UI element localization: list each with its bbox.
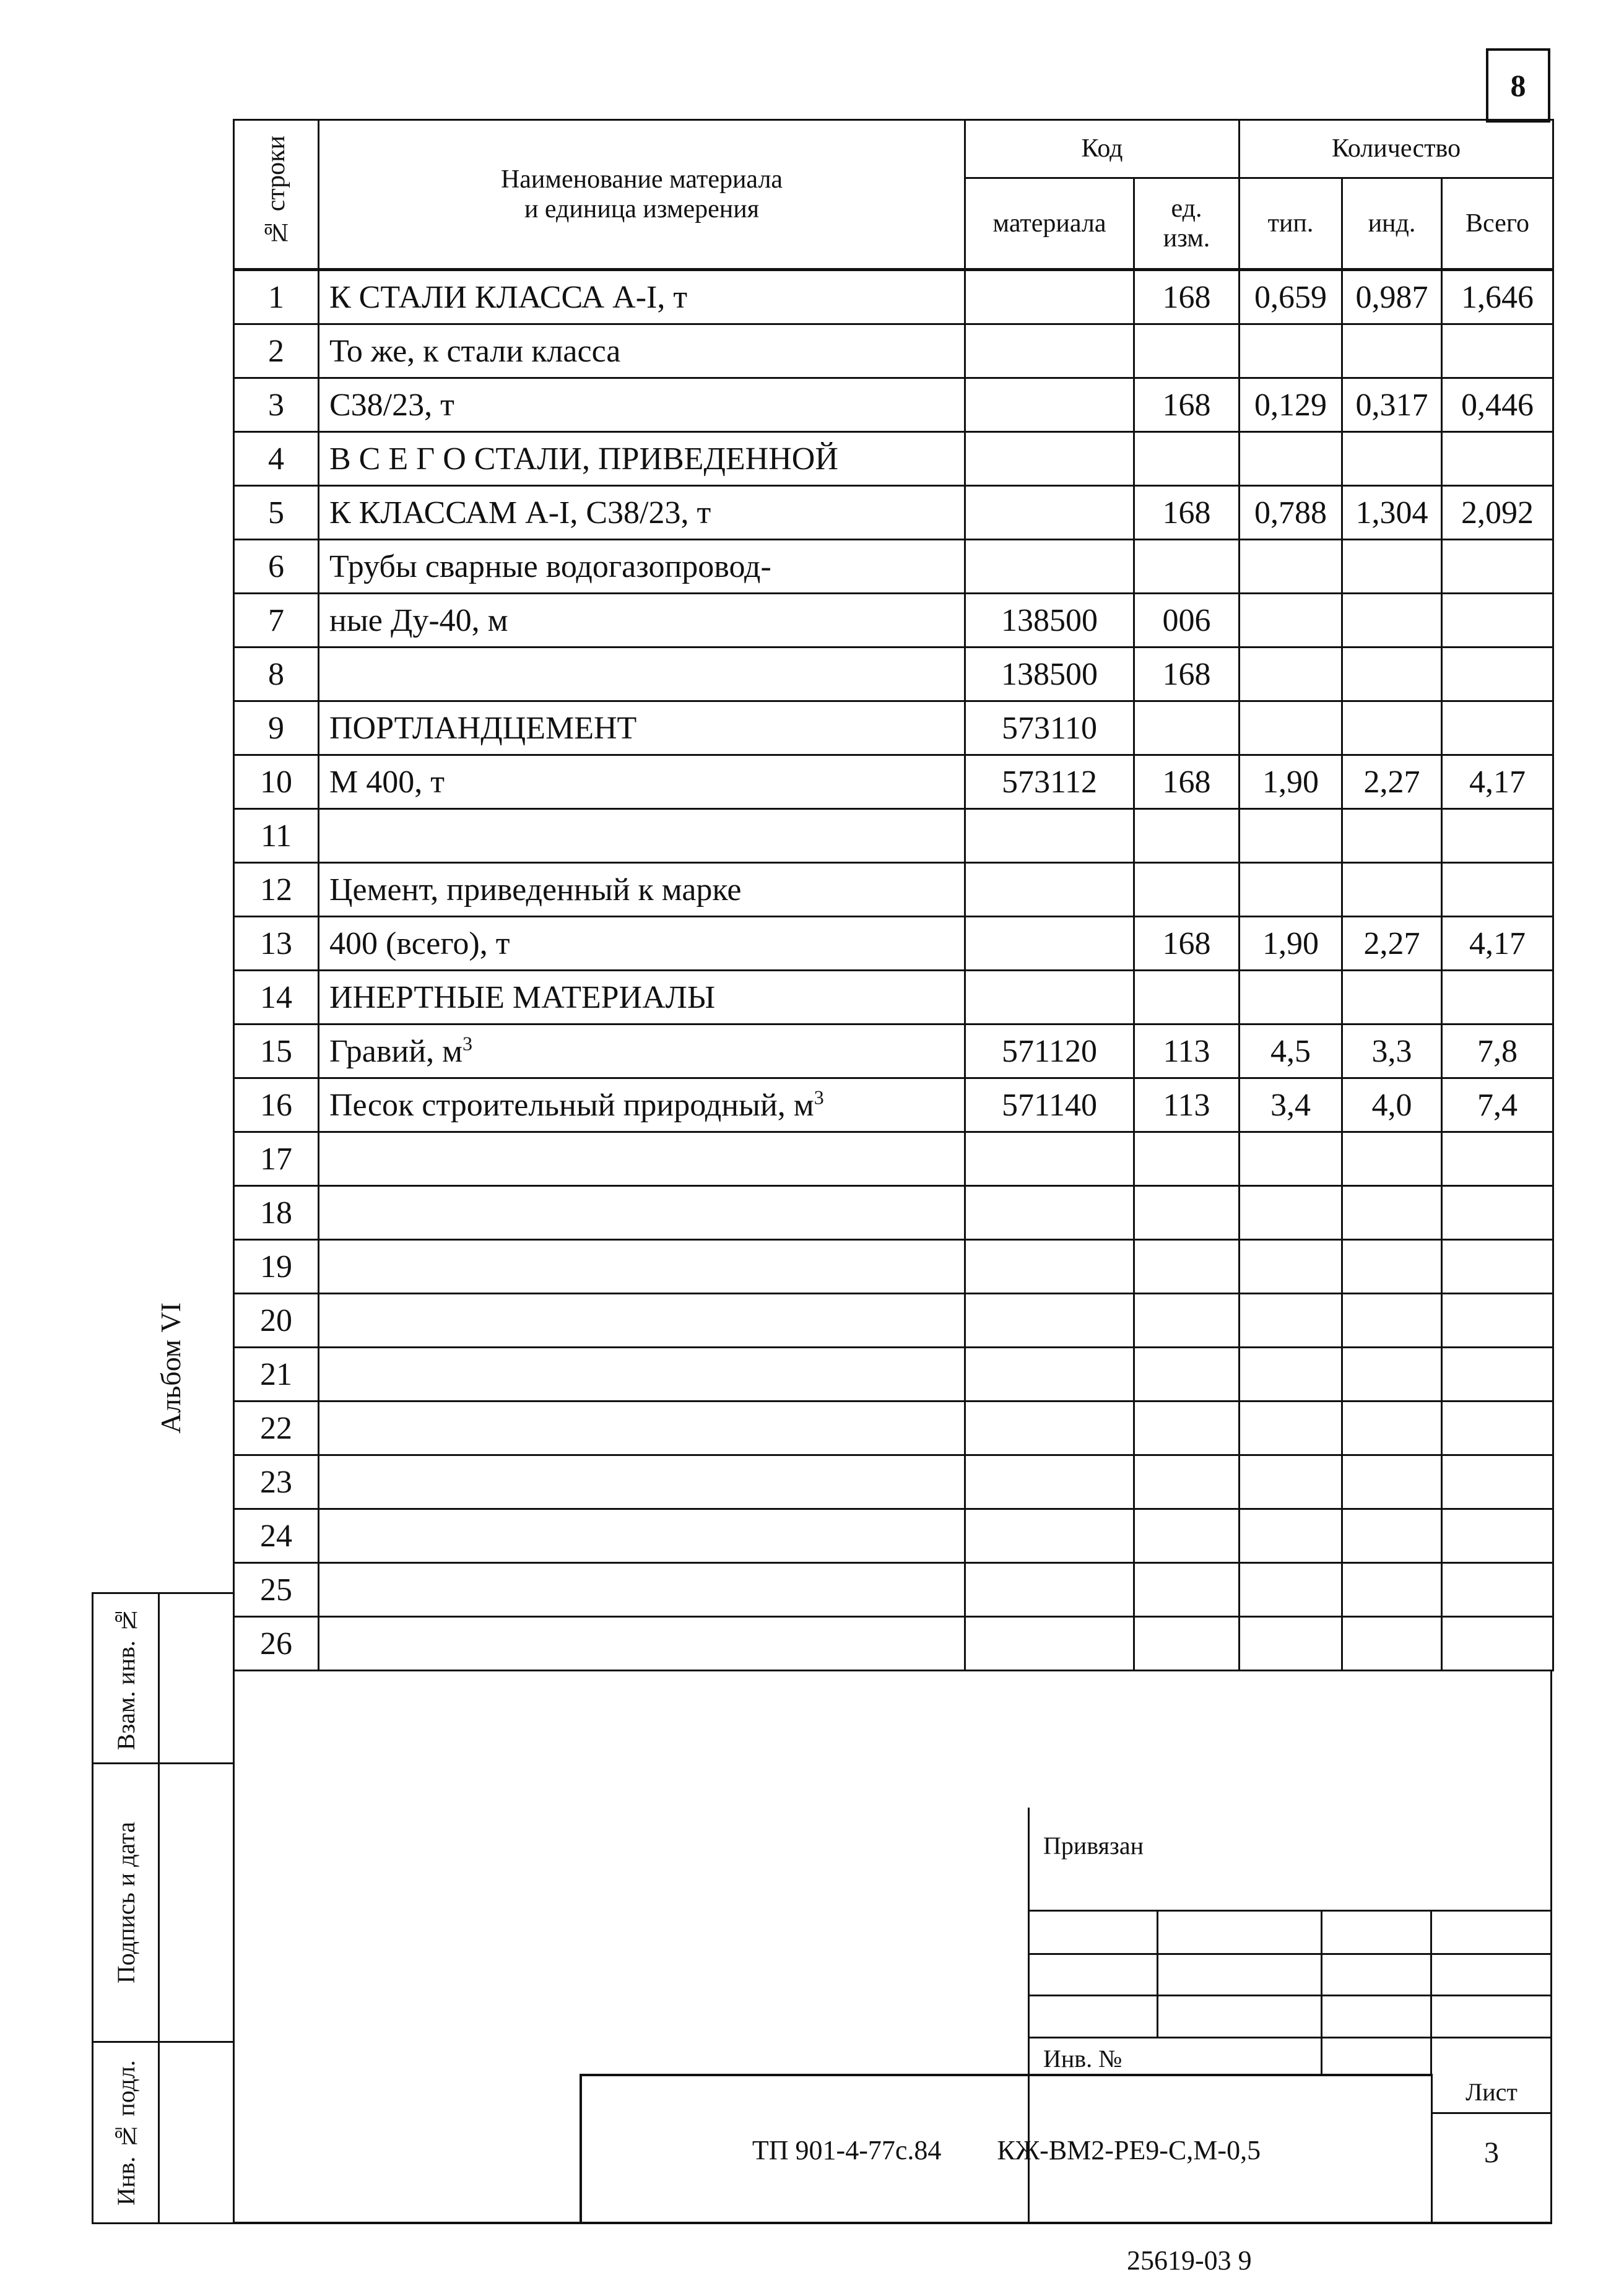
row-number: 26 [234, 1617, 319, 1671]
unit-superscript: 3 [814, 1086, 824, 1109]
qty-ind [1342, 1401, 1442, 1455]
header-code-material: материала [965, 178, 1134, 270]
material-code [965, 1401, 1134, 1455]
qty-typ [1240, 648, 1342, 701]
table-row [234, 1401, 1553, 1455]
qty-ind [1342, 1240, 1442, 1294]
row-number: 18 [234, 1186, 319, 1240]
table-row [234, 1240, 1553, 1294]
unit-code [1134, 809, 1240, 863]
material-name: Песок строительный природный, $м^3$ [319, 1078, 965, 1132]
qty-ind [1342, 1132, 1442, 1186]
qty-ind: 2,27 [1342, 755, 1442, 809]
material-code: 573110 [965, 701, 1134, 755]
qty-total: 1,646 [1442, 270, 1553, 324]
material-name: ные Ду-40, м [319, 594, 965, 648]
material-code [965, 1617, 1134, 1671]
qty-ind: 4,0 [1342, 1078, 1442, 1132]
row-number: 8 [234, 648, 319, 701]
material-name [319, 1617, 965, 1671]
header-code-unit: ед. изм. [1134, 178, 1240, 270]
row-number: 22 [234, 1401, 319, 1455]
unit-code: 168 [1134, 755, 1240, 809]
qty-ind [1342, 1348, 1442, 1401]
material-name [319, 1186, 965, 1240]
stamp-inv-podl-label: Инв. № подл. [92, 2041, 160, 2224]
unit-code: 168 [1134, 648, 1240, 701]
unit-code: 168 [1134, 917, 1240, 971]
table-row [234, 1455, 1553, 1509]
table-row [234, 1025, 1553, 1078]
material-code [965, 270, 1134, 324]
stamp-inv-podl-field [158, 2041, 235, 2224]
qty-total [1442, 863, 1553, 917]
tied-line [1028, 1910, 1552, 1912]
row-number: 11 [234, 809, 319, 863]
table-row [234, 1348, 1553, 1401]
unit-code [1134, 701, 1240, 755]
material-code: 571120 [965, 1025, 1134, 1078]
unit-code: 168 [1134, 486, 1240, 540]
material-name [319, 648, 965, 701]
qty-typ [1240, 1455, 1342, 1509]
tied-divider [1157, 1910, 1158, 2037]
qty-total: 0,446 [1442, 378, 1553, 432]
qty-typ [1240, 1617, 1342, 1671]
page-number: 8 [1486, 48, 1550, 123]
header-row-no: № строки [234, 120, 319, 270]
qty-total [1442, 1617, 1553, 1671]
qty-typ [1240, 1240, 1342, 1294]
material-code: 138500 [965, 594, 1134, 648]
qty-typ [1240, 863, 1342, 917]
row-number: 7 [234, 594, 319, 648]
table-row [234, 1617, 1553, 1671]
tied-divider [1430, 1910, 1432, 2074]
material-name: Цемент, приведенный к марке [319, 863, 965, 917]
table-row [234, 1078, 1553, 1132]
qty-ind [1342, 1455, 1442, 1509]
material-code [965, 540, 1134, 594]
material-code [965, 863, 1134, 917]
row-number: 25 [234, 1563, 319, 1617]
qty-ind [1342, 324, 1442, 378]
table-row [234, 701, 1553, 755]
qty-ind: 3,3 [1342, 1025, 1442, 1078]
qty-typ [1240, 1132, 1342, 1186]
qty-total [1442, 971, 1553, 1025]
footer-code: 25619-03 9 [1127, 2245, 1252, 2276]
qty-ind [1342, 863, 1442, 917]
unit-superscript: 3 [462, 1032, 472, 1055]
row-number: 1 [234, 270, 319, 324]
table-row [234, 594, 1553, 648]
unit-code: 168 [1134, 378, 1240, 432]
qty-ind [1342, 1186, 1442, 1240]
table-body [234, 270, 1553, 1671]
table-row [234, 917, 1553, 971]
qty-ind [1342, 1563, 1442, 1617]
header-qty-ind: инд. [1342, 178, 1442, 270]
stamp-podpis-field [158, 1762, 235, 2043]
row-number: 10 [234, 755, 319, 809]
material-name [319, 1132, 965, 1186]
materials-table [233, 119, 1554, 1671]
qty-total: 4,17 [1442, 917, 1553, 971]
row-number: 17 [234, 1132, 319, 1186]
row-number: 15 [234, 1025, 319, 1078]
unit-code [1134, 1186, 1240, 1240]
material-name: ИНЕРТНЫЕ МАТЕРИАЛЫ [319, 971, 965, 1025]
project-number: ТП 901-4-77с.84 [752, 2135, 942, 2165]
header-qty-typ: тип. [1240, 178, 1342, 270]
material-name: ПОРТЛАНДЦЕМЕНТ [319, 701, 965, 755]
material-code [965, 1348, 1134, 1401]
qty-total [1442, 1563, 1553, 1617]
material-name: То же, к стали класса [319, 324, 965, 378]
material-name: С38/23, т [319, 378, 965, 432]
qty-total: 7,8 [1442, 1025, 1553, 1078]
row-number: 24 [234, 1509, 319, 1563]
unit-code [1134, 432, 1240, 486]
row-number: 21 [234, 1348, 319, 1401]
unit-code: 113 [1134, 1025, 1240, 1078]
unit-code: 168 [1134, 270, 1240, 324]
material-code [965, 432, 1134, 486]
qty-typ [1240, 1563, 1342, 1617]
unit-code [1134, 324, 1240, 378]
qty-ind [1342, 540, 1442, 594]
unit-code [1134, 1132, 1240, 1186]
material-name [319, 1455, 965, 1509]
header-code: Код [965, 120, 1240, 178]
tied-label: Привязан [1043, 1832, 1144, 1860]
stamp-podpis-label: Подпись и дата [92, 1762, 160, 2043]
qty-typ: 1,90 [1240, 755, 1342, 809]
qty-typ: 0,129 [1240, 378, 1342, 432]
qty-typ [1240, 971, 1342, 1025]
sheet-number: 3 [1484, 2136, 1499, 2169]
table-row [234, 1563, 1553, 1617]
material-name: М 400, т [319, 755, 965, 809]
material-code: 571140 [965, 1078, 1134, 1132]
material-code [965, 1132, 1134, 1186]
qty-typ [1240, 701, 1342, 755]
material-code [965, 1186, 1134, 1240]
unit-code [1134, 1348, 1240, 1401]
tied-line [1028, 1995, 1552, 1996]
material-name: К СТАЛИ КЛАССА А-I, т [319, 270, 965, 324]
row-number: 13 [234, 917, 319, 971]
material-code [965, 486, 1134, 540]
qty-total [1442, 701, 1553, 755]
row-number: 4 [234, 432, 319, 486]
unit-code: 006 [1134, 594, 1240, 648]
qty-total [1442, 1132, 1553, 1186]
material-name: В С Е Г О СТАЛИ, ПРИВЕДЕННОЙ [319, 432, 965, 486]
qty-ind [1342, 594, 1442, 648]
unit-code [1134, 1294, 1240, 1348]
material-name [319, 1240, 965, 1294]
qty-ind [1342, 648, 1442, 701]
material-name [319, 1401, 965, 1455]
qty-typ [1240, 1348, 1342, 1401]
material-name: Гравий, $м^3$ [319, 1025, 965, 1078]
qty-ind [1342, 809, 1442, 863]
qty-total [1442, 1455, 1553, 1509]
qty-ind [1342, 1617, 1442, 1671]
unit-code: 113 [1134, 1078, 1240, 1132]
qty-total [1442, 594, 1553, 648]
title-block [580, 2074, 1431, 2224]
material-name: 400 (всего), т [319, 917, 965, 971]
unit-code [1134, 863, 1240, 917]
unit-code [1134, 1455, 1240, 1509]
unit-code [1134, 971, 1240, 1025]
qty-typ: 1,90 [1240, 917, 1342, 971]
material-name: К КЛАССАМ А-I, С38/23, т [319, 486, 965, 540]
material-name [319, 1294, 965, 1348]
qty-typ: 0,659 [1240, 270, 1342, 324]
material-code [965, 809, 1134, 863]
material-name [319, 1509, 965, 1563]
material-code [965, 1240, 1134, 1294]
row-number: 2 [234, 324, 319, 378]
qty-total [1442, 648, 1553, 701]
drawing-code: КЖ-ВМ2-РЕ9-С,М-0,5 [997, 2135, 1261, 2165]
table-row [234, 270, 1553, 324]
material-code [965, 971, 1134, 1025]
qty-ind [1342, 1509, 1442, 1563]
row-number: 23 [234, 1455, 319, 1509]
table-row [234, 378, 1553, 432]
qty-ind [1342, 1294, 1442, 1348]
row-number: 9 [234, 701, 319, 755]
table-row [234, 648, 1553, 701]
qty-ind: 0,987 [1342, 270, 1442, 324]
tied-divider [1321, 1910, 1322, 2074]
qty-ind [1342, 432, 1442, 486]
table-row [234, 971, 1553, 1025]
row-number: 12 [234, 863, 319, 917]
qty-ind [1342, 971, 1442, 1025]
table-row [234, 486, 1553, 540]
material-name [319, 809, 965, 863]
header-quantity: Количество [1240, 120, 1553, 178]
table-row [234, 432, 1553, 486]
qty-typ [1240, 1509, 1342, 1563]
table-row [234, 540, 1553, 594]
unit-code [1134, 1617, 1240, 1671]
qty-typ [1240, 432, 1342, 486]
qty-total [1442, 540, 1553, 594]
unit-code [1134, 1240, 1240, 1294]
sheet-line [1431, 2112, 1552, 2114]
qty-typ: 0,788 [1240, 486, 1342, 540]
material-code [965, 1509, 1134, 1563]
qty-total [1442, 1240, 1553, 1294]
qty-typ: 4,5 [1240, 1025, 1342, 1078]
qty-typ [1240, 1401, 1342, 1455]
qty-typ: 3,4 [1240, 1078, 1342, 1132]
material-code [965, 1294, 1134, 1348]
stamp-vzam-field [158, 1592, 235, 1764]
material-code [965, 1455, 1134, 1509]
material-name: Трубы сварные водогазопровод- [319, 540, 965, 594]
qty-total: 4,17 [1442, 755, 1553, 809]
unit-code [1134, 1509, 1240, 1563]
qty-total [1442, 809, 1553, 863]
table-row [234, 809, 1553, 863]
table-row [234, 1132, 1553, 1186]
header-name: Наименование материала и единица измерения [319, 120, 965, 270]
material-code: 573112 [965, 755, 1134, 809]
tied-line [1028, 2037, 1552, 2038]
row-number: 6 [234, 540, 319, 594]
row-number: 19 [234, 1240, 319, 1294]
table-row [234, 755, 1553, 809]
table-row [234, 1186, 1553, 1240]
table-row [234, 324, 1553, 378]
tied-line [1028, 1953, 1552, 1955]
qty-total [1442, 1186, 1553, 1240]
qty-ind: 0,317 [1342, 378, 1442, 432]
qty-total [1442, 432, 1553, 486]
qty-typ [1240, 1294, 1342, 1348]
material-code [965, 324, 1134, 378]
qty-total [1442, 1401, 1553, 1455]
material-name [319, 1348, 965, 1401]
row-number: 14 [234, 971, 319, 1025]
material-code [965, 1563, 1134, 1617]
inv-no-label: Инв. № [1043, 2045, 1122, 2073]
qty-typ [1240, 324, 1342, 378]
row-number: 16 [234, 1078, 319, 1132]
qty-total [1442, 324, 1553, 378]
material-code [965, 917, 1134, 971]
unit-code [1134, 1401, 1240, 1455]
qty-ind: 2,27 [1342, 917, 1442, 971]
qty-total [1442, 1348, 1553, 1401]
row-number: 20 [234, 1294, 319, 1348]
qty-total [1442, 1509, 1553, 1563]
qty-typ [1240, 1186, 1342, 1240]
material-name [319, 1563, 965, 1617]
qty-typ [1240, 594, 1342, 648]
table-row [234, 863, 1553, 917]
album-label: Альбом VI [154, 1302, 186, 1434]
unit-code [1134, 1563, 1240, 1617]
table-row [234, 1294, 1553, 1348]
sheet-label: Лист [1466, 2078, 1518, 2106]
qty-typ [1240, 540, 1342, 594]
material-code: 138500 [965, 648, 1134, 701]
stamp-vzam-label: Взам. инв. № [92, 1592, 160, 1764]
header-qty-total: Всего [1442, 178, 1553, 270]
row-number: 3 [234, 378, 319, 432]
qty-typ [1240, 809, 1342, 863]
qty-ind [1342, 701, 1442, 755]
table-row [234, 1509, 1553, 1563]
row-number: 5 [234, 486, 319, 540]
qty-total: 7,4 [1442, 1078, 1553, 1132]
material-code [965, 378, 1134, 432]
qty-total: 2,092 [1442, 486, 1553, 540]
qty-ind: 1,304 [1342, 486, 1442, 540]
qty-total [1442, 1294, 1553, 1348]
unit-code [1134, 540, 1240, 594]
